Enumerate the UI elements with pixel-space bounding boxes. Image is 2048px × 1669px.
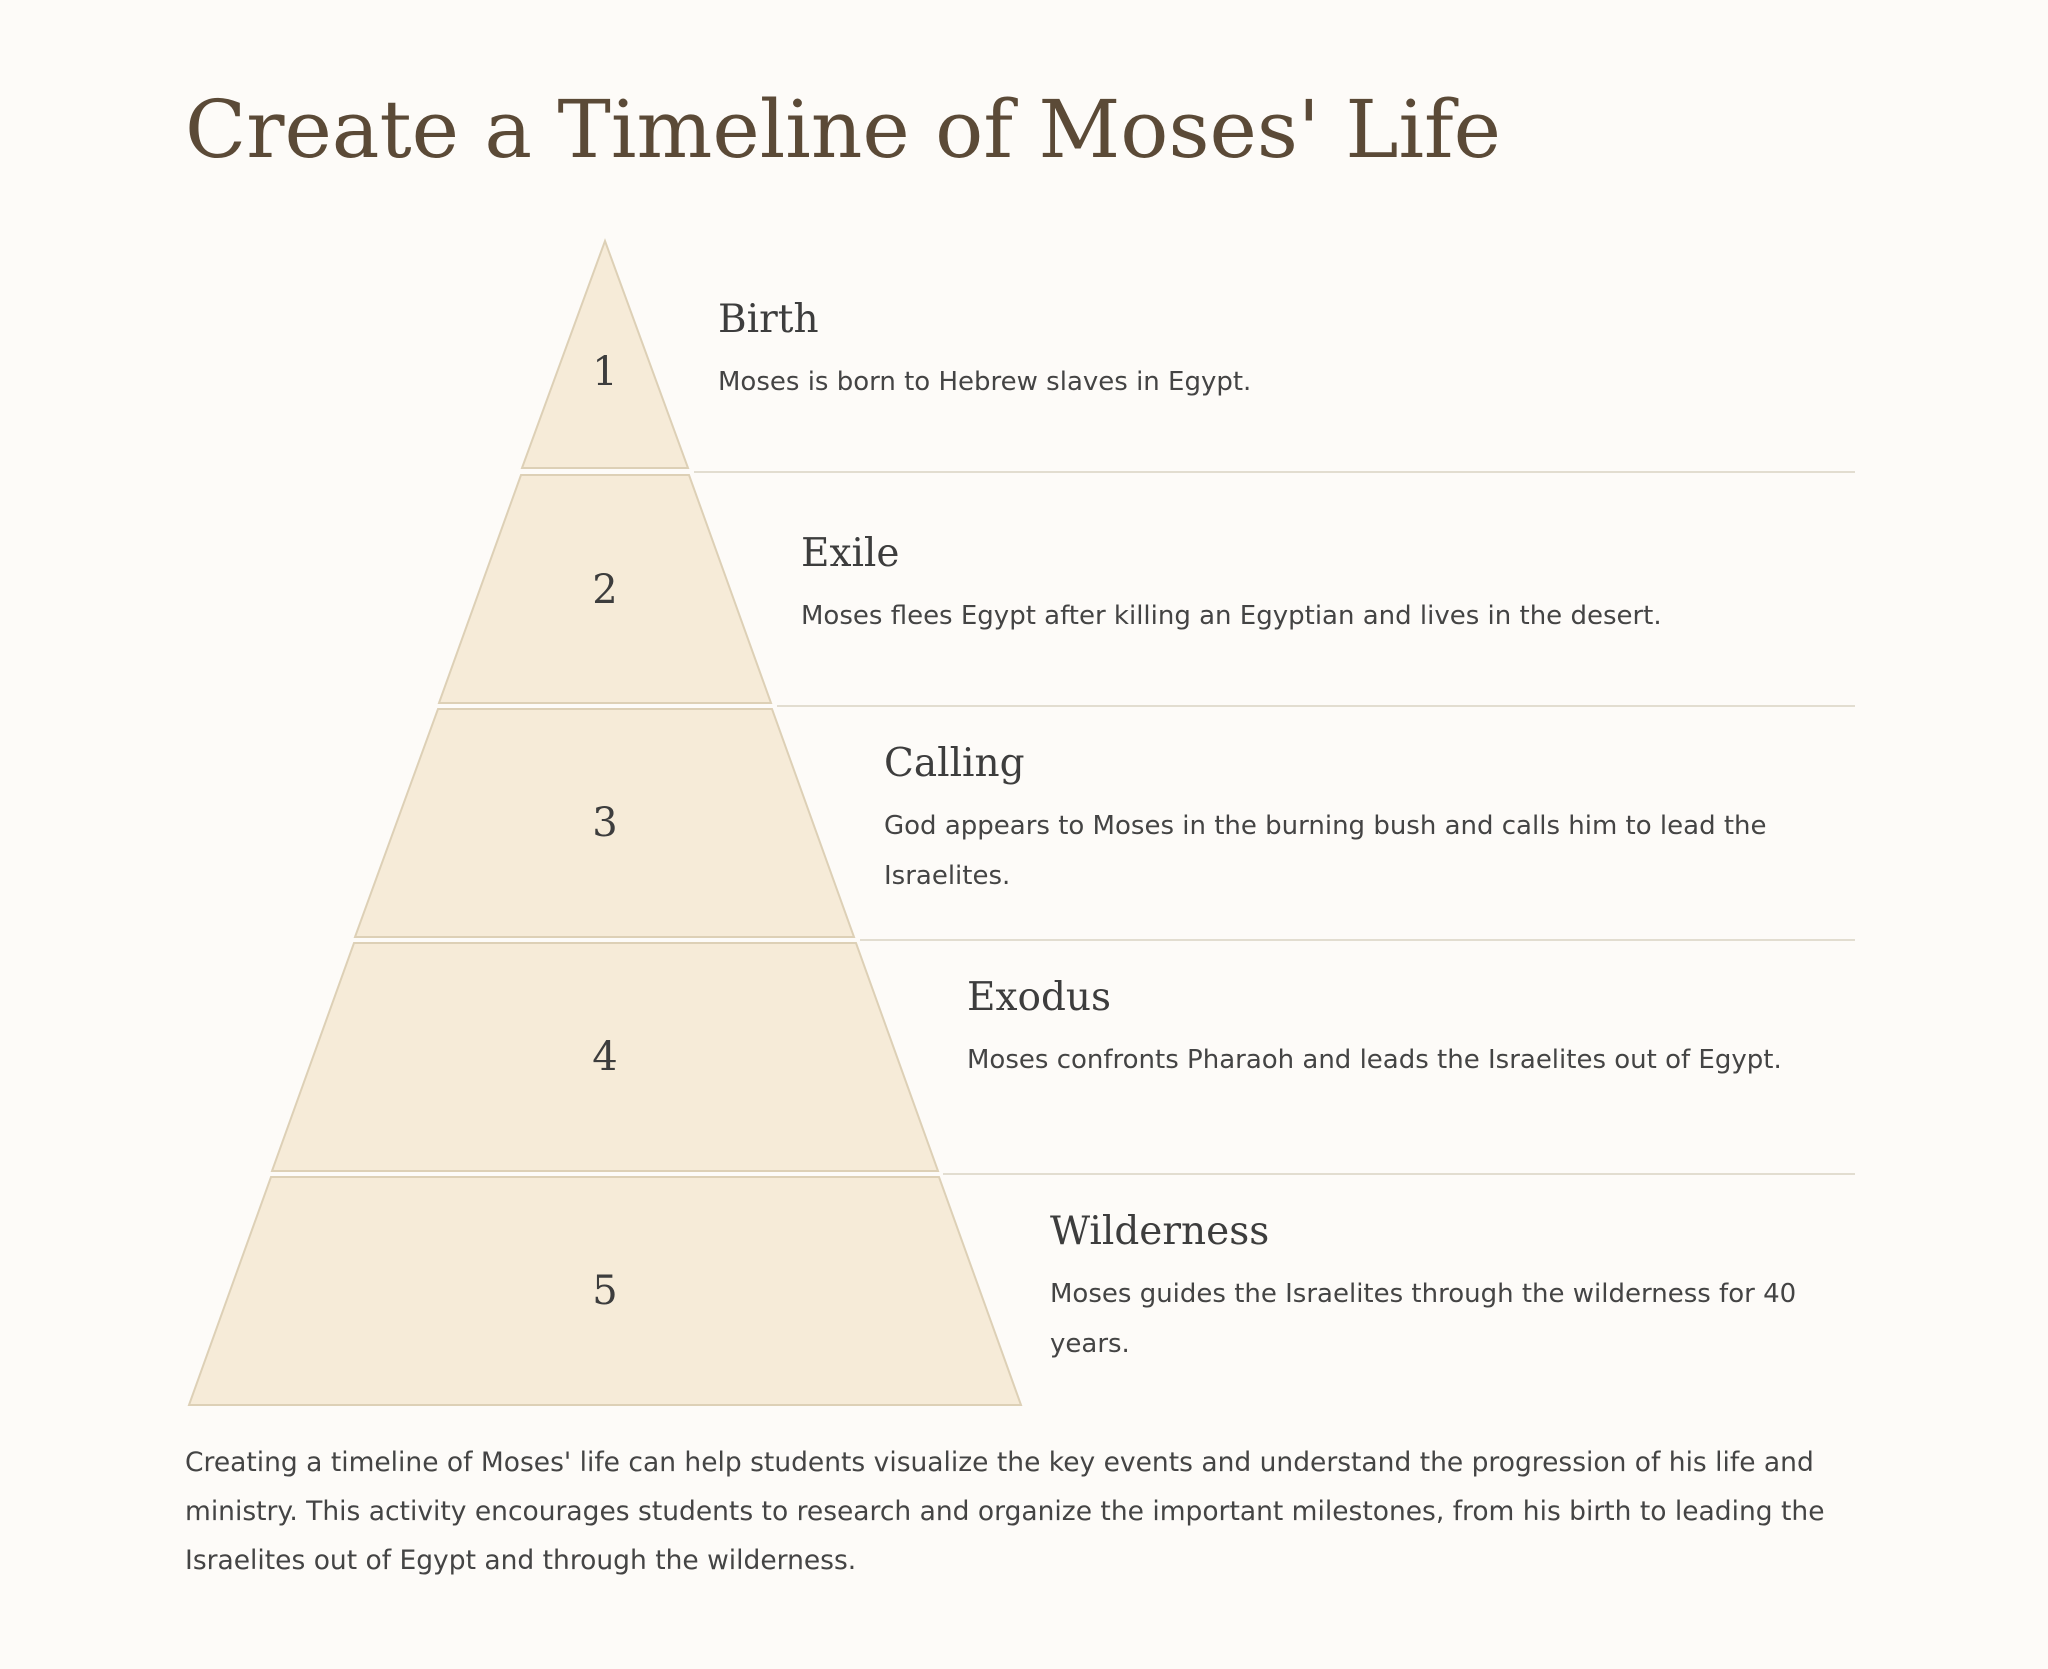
tier-4-number: 4: [592, 1034, 618, 1080]
step-2-title: Exile: [801, 531, 900, 576]
summary-paragraph: Creating a timeline of Moses' life can help students visualize the key events and understand the progression of his life and ministry. This activity encourages students to research and organize the important milestones, from his birth to leading the Israelites out of Egypt and through the wilderness.: [185, 1447, 1825, 1576]
divider-1: [694, 471, 1855, 473]
pyramid-tier-5: [189, 1177, 1021, 1405]
step-5-description: Moses guides the Israelites through the wilderness for 40 years.: [1050, 1279, 1797, 1359]
step-5-title: Wilderness: [1050, 1209, 1270, 1254]
pyramid-tier-3: [355, 709, 854, 937]
step-4-description: Moses confronts Pharaoh and leads the Israelites out of Egypt.: [967, 1045, 1782, 1075]
tier-3-number: 3: [592, 800, 618, 846]
step-2: [801, 529, 1858, 641]
step-3-description: God appears to Moses in the burning bush and calls him to lead the Israelites.: [884, 811, 1767, 891]
pyramid-tier-1: [522, 241, 688, 468]
step-1-description: Moses is born to Hebrew slaves in Egypt.: [718, 367, 1252, 397]
tier-2-number: 2: [592, 567, 618, 613]
step-3: [884, 739, 1858, 901]
tier-5-number: 5: [592, 1268, 618, 1314]
divider-4: [943, 1173, 1855, 1175]
page-title: Create a Timeline of Moses' Life: [185, 83, 1501, 176]
step-2-description: Moses flees Egypt after killing an Egyptian and lives in the desert.: [801, 601, 1662, 631]
step-3-title: Calling: [884, 741, 1025, 786]
step-1: [718, 295, 1858, 407]
divider-2: [777, 705, 1855, 707]
step-5: [1050, 1207, 1858, 1369]
pyramid-tier-4: [272, 943, 938, 1171]
tier-1-number: 1: [592, 349, 618, 395]
pyramid-tier-2: [439, 475, 771, 703]
step-1-title: Birth: [718, 297, 819, 342]
divider-3: [860, 939, 1855, 941]
step-4: [967, 973, 1858, 1085]
step-4-title: Exodus: [967, 975, 1112, 1020]
